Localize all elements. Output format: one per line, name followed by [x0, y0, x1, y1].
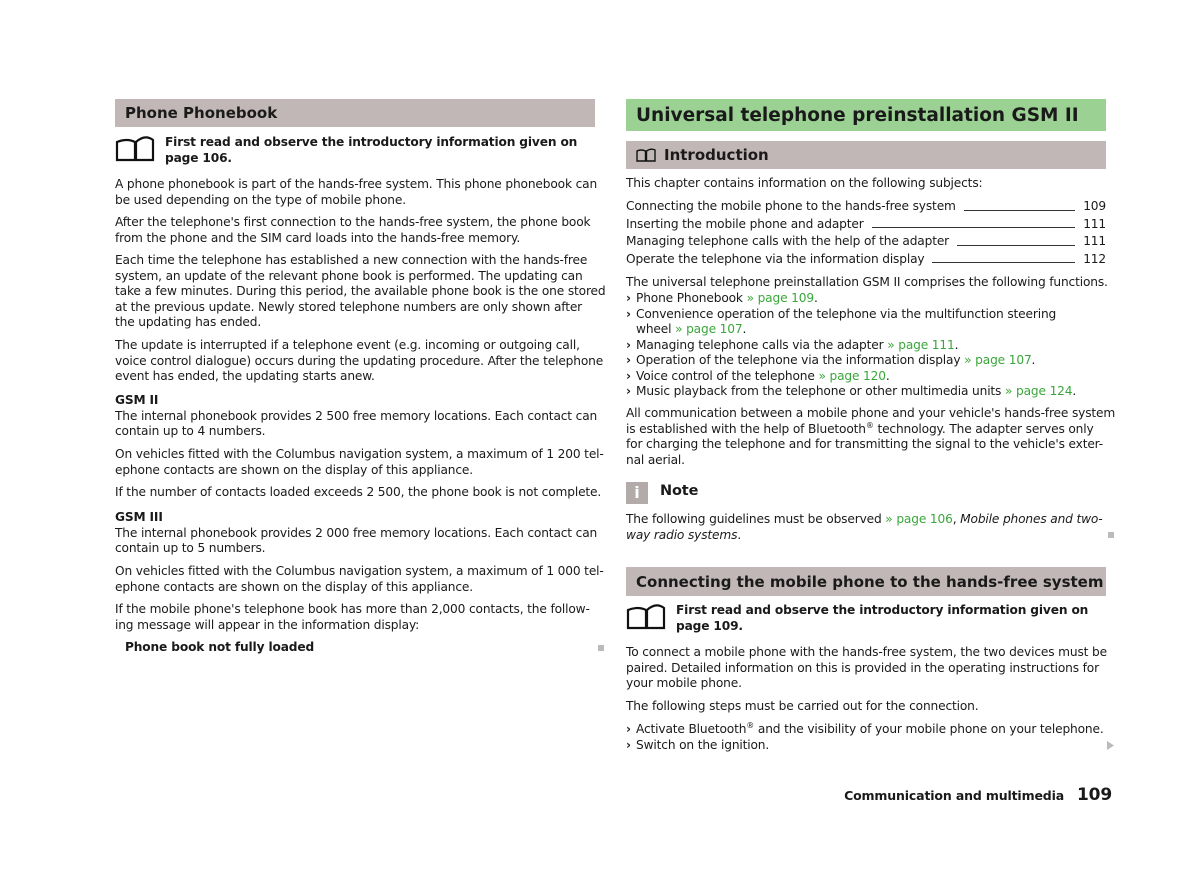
note-label: Note [660, 483, 699, 499]
section-end-mark [1108, 532, 1114, 538]
text-segment: and the visibility of your mobile phone on your telephone. [754, 722, 1104, 736]
text-line: Each time the telephone has established a new connection with the hands-free [115, 253, 588, 267]
text-line: All communication between a mobile phone and your vehicle's hands-free system [626, 406, 1116, 420]
steps-list [626, 722, 1106, 753]
text-segment: Operation of the telephone via the information display [636, 353, 965, 367]
text-segment: wheel [636, 322, 676, 336]
page-link[interactable]: » page 124 [1004, 384, 1073, 398]
heading-text: Introduction [664, 146, 769, 164]
text-line: for charging the telephone and for transmitting the signal to the vehicle's exter- [626, 437, 1103, 451]
text-line [626, 307, 1106, 323]
text-segment: technology. The adapter serves only [873, 421, 1094, 436]
text-line: The following steps must be carried out for the connection. [626, 699, 979, 713]
text-line: A phone phonebook is part of the hands-free system. This phone phonebook can [115, 177, 598, 191]
toc-page: 111 [1083, 216, 1106, 231]
functions-list [626, 291, 1106, 400]
text-line: contain up to 5 numbers. [115, 541, 266, 555]
text-segment: The following guidelines must be observed [626, 512, 886, 526]
text-segment: GSM II [115, 393, 159, 407]
toc-leader [932, 262, 1075, 263]
paragraph [115, 447, 604, 478]
book-icon [115, 136, 157, 162]
text-segment: . [885, 368, 890, 383]
text-line: nal aerial. [626, 452, 685, 467]
book-icon [626, 604, 668, 630]
bullet-icon: › [626, 722, 631, 736]
text-line: The internal phonebook provides 2 000 free memory locations. Each contact can [115, 525, 598, 540]
functions-intro: The universal telephone preinstallation GSM II comprises the following functions. [626, 275, 1108, 289]
text-line: ephone contacts are shown on the display of this appliance. [115, 462, 473, 477]
text-line [626, 369, 1106, 385]
text-line: After the telephone's first connection to the hands-free system, the phone book [115, 215, 591, 229]
continue-arrow-icon [1107, 741, 1114, 750]
page-link[interactable]: » page 120 [818, 368, 886, 383]
text-segment: , [952, 512, 961, 526]
text-line [626, 384, 1106, 400]
text-segment: . [1072, 384, 1077, 398]
table-of-contents [626, 199, 1106, 267]
paragraph [115, 177, 598, 208]
page-link[interactable]: » page 107 [675, 322, 743, 336]
text-segment: GSM III [115, 510, 163, 524]
heading-text: Connecting the mobile phone to the hands-free system [636, 572, 1104, 591]
text-line [626, 722, 1106, 738]
page-link[interactable]: » page 107 [964, 353, 1032, 367]
toc-entry[interactable] [626, 199, 1106, 215]
intro-text: This chapter contains information on the following subjects: [626, 176, 983, 190]
text-line [626, 322, 1106, 338]
text-segment: way radio systems [626, 527, 738, 542]
text-line: If the number of contacts loaded exceeds 2 500, the phone book is not complete. [115, 485, 602, 499]
bullet-icon: › [626, 353, 631, 367]
text-segment: ® [865, 420, 874, 430]
text-segment: Voice control of the telephone [636, 368, 819, 383]
text-line: be used depending on the type of mobile phone. [115, 192, 406, 207]
text-segment: . [737, 527, 742, 542]
text-line [626, 338, 1106, 354]
toc-leader [872, 227, 1076, 228]
list-item [626, 307, 1106, 338]
list-item [626, 338, 1106, 354]
text-segment: . [954, 337, 959, 352]
text-line [626, 512, 1106, 528]
paragraph [115, 564, 604, 595]
toc-entry[interactable] [626, 252, 1106, 268]
toc-page: 109 [1083, 199, 1106, 213]
text-line [626, 291, 1106, 307]
list-item [626, 353, 1106, 369]
paragraph-gsm-ii [115, 393, 598, 440]
bullet-icon: › [626, 384, 631, 398]
toc-entry[interactable] [626, 217, 1106, 233]
list-item [626, 384, 1106, 400]
text-segment: Music playback from the telephone or other multimedia units [636, 384, 1005, 398]
page-link[interactable]: » page 109 [746, 291, 814, 305]
chapter-title-text: Universal telephone preinstallation GSM II [636, 104, 1079, 126]
toc-leader [964, 210, 1075, 211]
toc-title: Operate the telephone via the information display [626, 251, 925, 266]
toc-title: Inserting the mobile phone and adapter [626, 216, 864, 231]
toc-entry[interactable] [626, 234, 1106, 250]
list-item [626, 291, 1106, 307]
text-line: system, an update of the relevant phone book is performed. The updating can [115, 268, 583, 283]
text-line: take a few minutes. During this period, the available phone book is the one stored [115, 284, 606, 298]
text-line: The internal phonebook provides 2 500 free memory locations. Each contact can [115, 408, 598, 423]
text-segment: Convenience operation of the telephone via the multifunction steering [636, 306, 1057, 321]
text-line: ephone contacts are shown on the display of this appliance. [115, 579, 473, 594]
text-segment: Switch on the ignition. [636, 737, 770, 752]
bullet-icon: › [626, 368, 631, 383]
intro-note-text: First read and observe the introductory information given on page 106. [165, 135, 578, 165]
paragraph [626, 645, 1106, 692]
section-heading-phone-phonebook [115, 99, 595, 127]
paragraph [115, 253, 606, 331]
intro-note-text: First read and observe the introductory information given on page 109. [676, 603, 1089, 633]
toc-leader [957, 245, 1075, 246]
text-line: the updating has ended. [115, 315, 262, 329]
footer-chapter: Communication and multimedia [844, 788, 1064, 803]
text-segment: . [813, 291, 818, 305]
paragraph [115, 215, 595, 246]
section-heading-connecting [626, 567, 1106, 596]
text-segment: Mobile phones and two- [960, 512, 1103, 526]
text-line: event has ended, the updating starts anew. [115, 369, 375, 383]
paragraph [626, 699, 1106, 715]
text-line: contain up to 4 numbers. [115, 424, 266, 438]
list-item [626, 722, 1106, 738]
text-line [115, 393, 595, 409]
bullet-icon: › [626, 337, 631, 352]
paragraph [115, 485, 602, 501]
text-line: from the phone and the SIM card loads into the hands-free memory. [115, 230, 521, 245]
text-line: If the mobile phone's telephone book has more than 2,000 contacts, the follow- [115, 602, 590, 616]
section-end-mark [598, 645, 604, 651]
text-segment: ® [746, 720, 755, 730]
chapter-title [626, 99, 1106, 131]
text-segment: Phone Phonebook [636, 291, 747, 305]
paragraph [626, 406, 1116, 468]
text-line: On vehicles fitted with the Columbus navigation system, a maximum of 1 000 tel- [115, 564, 604, 578]
list-item [626, 369, 1106, 385]
bullet-icon: › [626, 291, 631, 305]
text-line [626, 353, 1106, 369]
text-line: voice control dialogue) occurs during the updating procedure. After the telephone [115, 353, 604, 368]
book-icon [636, 148, 656, 162]
info-icon: i [626, 482, 648, 504]
text-segment: . [1031, 353, 1036, 367]
heading-text: Phone Phonebook [125, 104, 278, 122]
text-line [115, 510, 595, 526]
text-line: your mobile phone. [626, 676, 742, 690]
text-line [626, 422, 1106, 438]
text-segment: . [742, 322, 747, 336]
text-line [626, 528, 1106, 544]
toc-title: Managing telephone calls with the help of the adapter [626, 234, 950, 248]
page-link[interactable]: » page 106 [885, 512, 953, 526]
text-line: ing message will appear in the information display: [115, 617, 420, 632]
text-line [626, 738, 1106, 754]
text-line: To connect a mobile phone with the hands-free system, the two devices must be [626, 645, 1107, 659]
text-segment: Managing telephone calls via the adapter [636, 337, 888, 352]
page-link[interactable]: » page 111 [887, 337, 955, 352]
toc-page: 111 [1083, 234, 1106, 248]
note-text [626, 512, 1106, 543]
text-line: at the previous update. Newly stored telephone numbers are only shown after [115, 299, 583, 314]
paragraph-gsm-iii [115, 510, 598, 557]
bullet-icon: › [626, 737, 631, 752]
text-line: paired. Detailed information on this is provided in the operating instructions for [626, 660, 1099, 675]
paragraph [115, 602, 595, 633]
text-segment: Activate Bluetooth [636, 722, 747, 736]
list-item [626, 738, 1106, 754]
bullet-icon: › [626, 306, 631, 321]
text-line: On vehicles fitted with the Columbus navigation system, a maximum of 1 200 tel- [115, 447, 604, 461]
display-message: Phone book not fully loaded [125, 640, 315, 654]
text-segment: is established with the help of Bluetooth [626, 421, 866, 436]
page-number: 109 [1077, 785, 1113, 805]
paragraph [115, 338, 604, 385]
section-heading-introduction [626, 141, 1106, 169]
toc-page: 112 [1083, 251, 1106, 266]
toc-title: Connecting the mobile phone to the hands-free system [626, 199, 956, 213]
text-line: The update is interrupted if a telephone event (e.g. incoming or outgoing call, [115, 338, 580, 352]
